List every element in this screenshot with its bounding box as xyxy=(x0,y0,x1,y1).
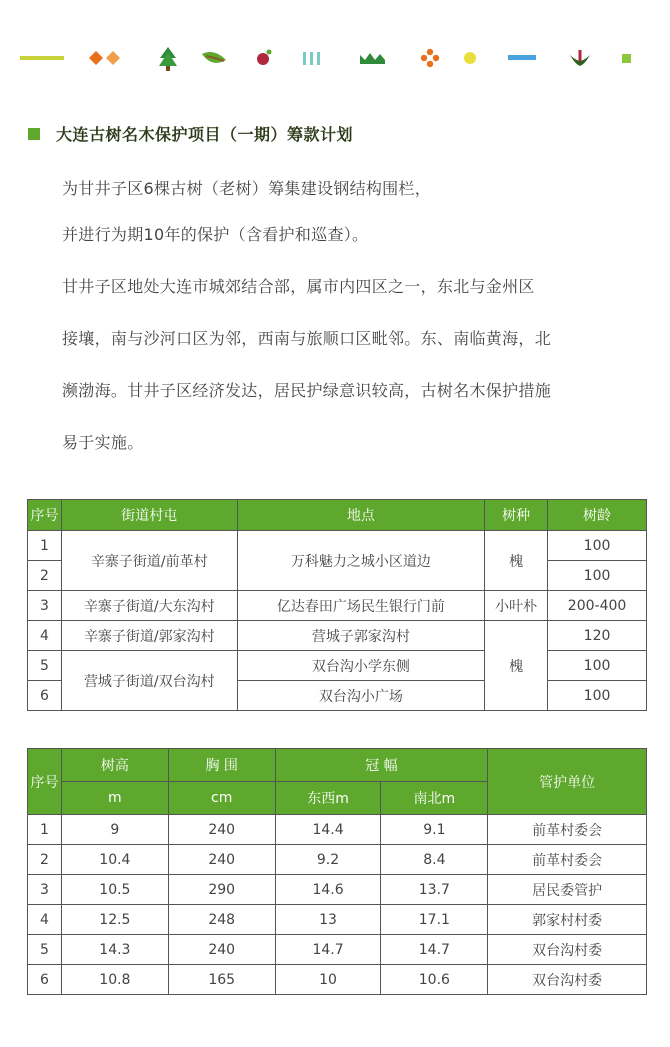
title-square-icon xyxy=(28,128,40,140)
decor-icon-strip xyxy=(0,0,670,120)
flower-icon xyxy=(421,49,439,67)
cell-unit: 前革村委会 xyxy=(488,815,647,845)
diamonds-icon xyxy=(89,51,120,65)
table-row xyxy=(28,651,647,681)
cell-crown-ew: 14.6 xyxy=(275,875,381,905)
cell-no: 3 xyxy=(28,591,62,621)
table-row xyxy=(28,621,647,651)
cell-no: 4 xyxy=(28,621,62,651)
dot-icon xyxy=(464,52,476,64)
table-row xyxy=(28,905,647,935)
intro-line-1: 为甘井子区6棵古树（老树）筹集建设钢结构围栏， xyxy=(62,179,432,198)
cell-girth: 240 xyxy=(168,935,275,965)
cell-no: 5 xyxy=(28,651,62,681)
header-ew: 东西m xyxy=(275,782,381,815)
cell-girth: 240 xyxy=(168,815,275,845)
cell-age: 200-400 xyxy=(548,591,647,621)
cell-height: 10.8 xyxy=(61,965,168,995)
cell-height: 10.5 xyxy=(61,875,168,905)
cell-unit: 双台沟村委 xyxy=(488,935,647,965)
cell-unit: 双台沟村委 xyxy=(488,965,647,995)
header-unit: 管护单位 xyxy=(488,749,647,815)
cell-no: 4 xyxy=(28,905,62,935)
berry-icon xyxy=(257,50,272,66)
cell-crown-ns: 13.7 xyxy=(381,875,488,905)
cell-age: 100 xyxy=(548,561,647,591)
cell-girth: 290 xyxy=(168,875,275,905)
cell-crown-ns: 17.1 xyxy=(381,905,488,935)
tree-icon xyxy=(159,47,177,71)
cell-no: 6 xyxy=(28,681,62,711)
intro-line-3: 甘井子区地处大连市城郊结合部，属市内四区之一，东北与金州区 xyxy=(62,277,535,296)
cell-crown-ns: 10.6 xyxy=(381,965,488,995)
section-title-text: 大连古树名木保护项目（一期）筹款计划 xyxy=(56,125,354,144)
cell-height: 10.4 xyxy=(61,845,168,875)
cell-place: 万科魅力之城小区道边 xyxy=(237,531,485,591)
cell-no: 1 xyxy=(28,815,62,845)
header-girth-unit: cm xyxy=(168,782,275,815)
cell-height: 14.3 xyxy=(61,935,168,965)
header-species: 树种 xyxy=(485,500,548,531)
table-row xyxy=(28,965,647,995)
header-height-unit: m xyxy=(61,782,168,815)
cell-unit: 前革村委会 xyxy=(488,845,647,875)
cell-age: 120 xyxy=(548,621,647,651)
cell-crown-ew: 10 xyxy=(275,965,381,995)
cell-no: 2 xyxy=(28,561,62,591)
header-crown: 冠 幅 xyxy=(275,749,488,782)
leaf-icon xyxy=(202,52,226,63)
cell-no: 1 xyxy=(28,531,62,561)
tree-location-table xyxy=(27,499,647,711)
table-row xyxy=(28,531,647,561)
cell-unit: 居民委管护 xyxy=(488,875,647,905)
intro-line-6: 易于实施。 xyxy=(62,433,144,452)
cell-crown-ew: 14.4 xyxy=(275,815,381,845)
cell-street: 辛寨子街道/郭家沟村 xyxy=(61,621,237,651)
cell-no: 5 xyxy=(28,935,62,965)
sprout-icon xyxy=(570,50,590,66)
cell-street: 辛寨子街道/大东沟村 xyxy=(61,591,237,621)
cell-girth: 248 xyxy=(168,905,275,935)
table-row xyxy=(28,875,647,905)
cell-place: 亿达春田广场民生银行门前 xyxy=(237,591,485,621)
cell-height: 9 xyxy=(61,815,168,845)
cell-species: 小叶朴 xyxy=(485,591,548,621)
table-row xyxy=(28,591,647,621)
table-row xyxy=(28,845,647,875)
header-place: 地点 xyxy=(237,500,485,531)
dash-icon xyxy=(508,55,536,60)
section-title xyxy=(28,122,353,145)
cell-place: 双台沟小广场 xyxy=(237,681,485,711)
tree-measurement-table xyxy=(27,748,647,995)
cell-no: 6 xyxy=(28,965,62,995)
intro-line-2: 并进行为期10年的保护（含看护和巡查）。 xyxy=(62,225,369,244)
header-girth: 胸 围 xyxy=(168,749,275,782)
cell-place: 双台沟小学东侧 xyxy=(237,651,485,681)
table-header-row xyxy=(28,749,647,782)
header-age: 树龄 xyxy=(548,500,647,531)
table-row xyxy=(28,935,647,965)
header-height: 树高 xyxy=(61,749,168,782)
cell-crown-ns: 9.1 xyxy=(381,815,488,845)
cell-species: 槐 xyxy=(485,531,548,591)
cell-age: 100 xyxy=(548,531,647,561)
cell-age: 100 xyxy=(548,651,647,681)
cell-crown-ns: 8.4 xyxy=(381,845,488,875)
cell-girth: 165 xyxy=(168,965,275,995)
intro-line-4: 接壤，南与沙河口区为邻，西南与旅顺口区毗邻。东、南临黄海，北 xyxy=(62,329,552,348)
cell-crown-ew: 14.7 xyxy=(275,935,381,965)
cell-age: 100 xyxy=(548,681,647,711)
grass-icon xyxy=(360,53,385,64)
cell-no: 2 xyxy=(28,845,62,875)
header-no: 序号 xyxy=(28,749,62,815)
cell-unit: 郭家村村委 xyxy=(488,905,647,935)
cell-girth: 240 xyxy=(168,845,275,875)
cell-crown-ew: 9.2 xyxy=(275,845,381,875)
table-header-row xyxy=(28,500,647,531)
table-row xyxy=(28,815,647,845)
cell-crown-ns: 14.7 xyxy=(381,935,488,965)
cell-no: 3 xyxy=(28,875,62,905)
header-no: 序号 xyxy=(28,500,62,531)
line-icon xyxy=(20,56,64,60)
cell-species: 槐 xyxy=(485,621,548,711)
cell-street: 辛寨子街道/前革村 xyxy=(61,531,237,591)
cell-place: 营城子郭家沟村 xyxy=(237,621,485,651)
square-icon xyxy=(622,54,631,63)
bars-icon xyxy=(303,52,320,65)
cell-height: 12.5 xyxy=(61,905,168,935)
cell-street: 营城子街道/双台沟村 xyxy=(61,651,237,711)
intro-line-5: 濒渤海。甘井子区经济发达，居民护绿意识较高，古树名木保护措施 xyxy=(62,381,552,400)
cell-crown-ew: 13 xyxy=(275,905,381,935)
header-street: 街道村屯 xyxy=(61,500,237,531)
header-ns: 南北m xyxy=(381,782,488,815)
